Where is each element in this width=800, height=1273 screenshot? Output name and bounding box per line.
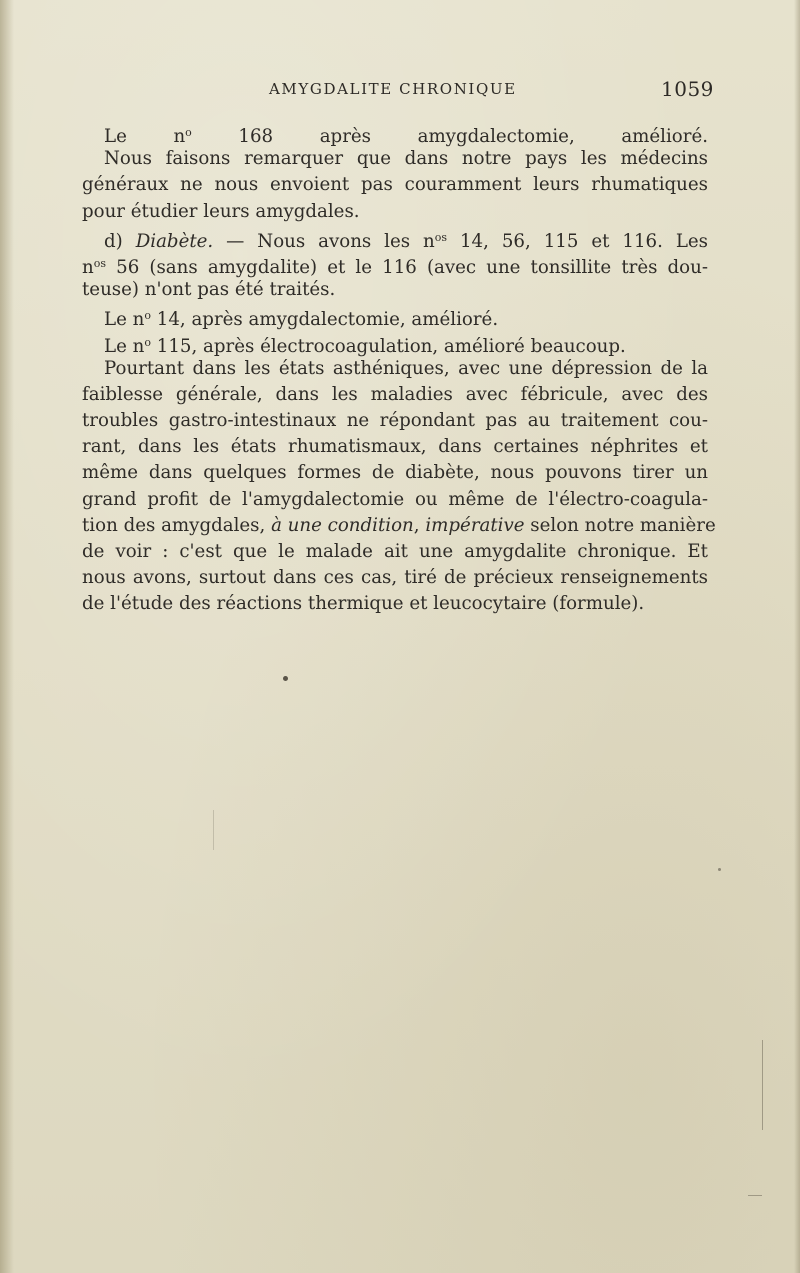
text-line: Le $n^o$ 168 après amygdalectomie, amélioré. [104, 126, 708, 147]
ink-speck [718, 868, 721, 871]
text-line: de voir : c'est que le malade ait une amygdalite chronique. Et [82, 541, 708, 562]
ink-speck [283, 676, 288, 681]
text-line: Le $n^o$ 115, après électrocoagulation, amélioré beaucoup. [104, 335, 626, 357]
text-line: rant, dans les états rhumatismaux, dans certaines néphrites et [82, 436, 708, 458]
page-left-shadow [0, 0, 14, 1273]
text-line: pour étudier leurs amygdales. [82, 200, 360, 222]
scan-mark [213, 810, 214, 850]
text-line: faiblesse générale, dans les maladies avec fébricule, avec des [82, 383, 708, 405]
text-line: tion des amygdales, à une condition, impérative selon notre manière [82, 514, 716, 536]
scan-mark [748, 1195, 762, 1196]
text-line: Le $n^o$ 14, après amygdalectomie, amélioré. [104, 309, 499, 331]
text-line: de l'étude des réactions thermique et leucocytaire (formule). [82, 593, 645, 615]
page-number: 1059 [661, 77, 714, 101]
page-header [0, 77, 800, 112]
text-line: généraux ne nous envoient pas couramment leurs rhumatiques [82, 174, 708, 196]
text-line: troubles gastro-intestinaux ne répondant pas au traitement cou- [82, 410, 708, 432]
text-line: Nous faisons remarquer que dans notre pays les médecins [104, 148, 708, 170]
page-right-edge [794, 0, 800, 1273]
text-line: même dans quelques formes de diabète, nous pouvons tirer un [82, 462, 708, 484]
body-text [82, 120, 716, 618]
scan-mark [762, 1040, 763, 1130]
text-line: teuse) n'ont pas été traités. [82, 279, 336, 301]
text-line: d) Diabète. — Nous avons les $n^{os}$ 14, 56, 115 et 116. Les [104, 230, 709, 252]
text-line: $n^{os}$ 56 (sans amygdalite) et le 116 (avec une tonsillite très dou- [82, 256, 708, 278]
running-title: AMYGDALITE CHRONIQUE [269, 80, 517, 98]
text-line: grand profit de l'amygdalectomie ou même de l'électro-coagula- [82, 488, 708, 510]
text-line: nous avons, surtout dans ces cas, tiré de précieux renseignements [82, 567, 708, 589]
text-line: Pourtant dans les états asthéniques, avec une dépression de la [104, 357, 708, 379]
